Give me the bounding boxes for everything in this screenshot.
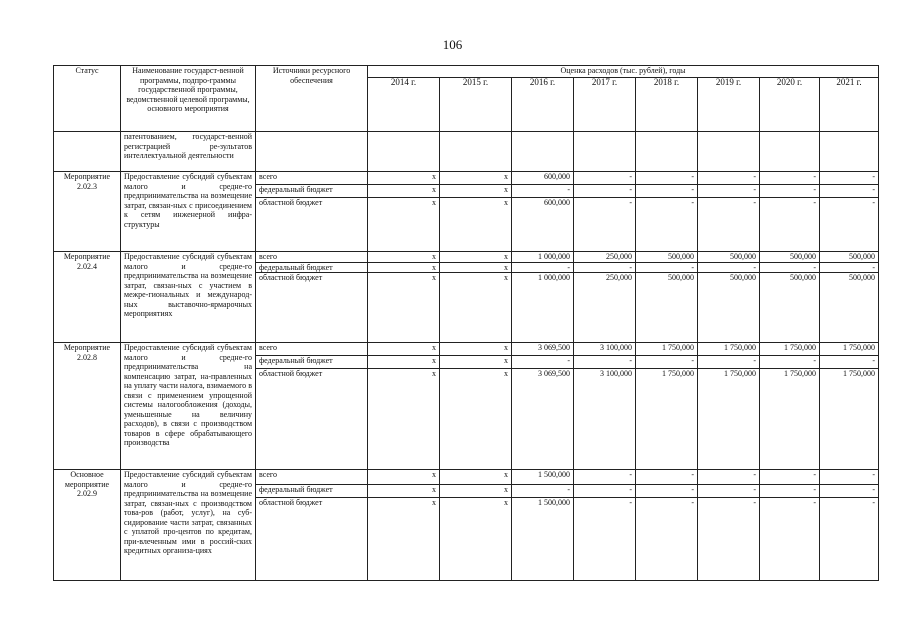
value-cell: 500,000	[698, 273, 760, 343]
value-cell: 500,000	[636, 252, 698, 263]
value-cell: -	[512, 356, 574, 369]
value-cell: 1 750,000	[636, 343, 698, 356]
header-year: 2019 г.	[698, 78, 760, 132]
funding-source-cell: всего	[256, 252, 368, 263]
table-row	[54, 343, 879, 356]
value-cell: -	[820, 470, 879, 485]
value-cell: -	[636, 185, 698, 198]
value-cell: x	[368, 369, 440, 470]
funding-source-cell: всего	[256, 343, 368, 356]
status-cell: Мероприятие 2.02.4	[54, 252, 121, 343]
value-cell: 500,000	[820, 273, 879, 343]
value-cell: x	[440, 252, 512, 263]
value-cell: x	[440, 369, 512, 470]
value-cell: -	[698, 172, 760, 185]
header-year: 2020 г.	[760, 78, 820, 132]
value-cell: -	[636, 498, 698, 581]
page-number: 106	[442, 37, 463, 52]
measure-name-cell: Предоставление субсидий субъектам малого и средне-го предпринимательства на возмещение затрат, связан-ных с присоединением к сетям инженерной инфра-структуры	[121, 172, 256, 252]
value-cell: -	[574, 185, 636, 198]
value-cell: 600,000	[512, 172, 574, 185]
table-row	[54, 252, 879, 263]
value-cell: -	[820, 356, 879, 369]
value-cell: -	[820, 485, 879, 498]
value-cell: -	[760, 172, 820, 185]
value-cell: x	[368, 198, 440, 252]
value-cell: x	[440, 262, 512, 273]
value-cell: 1 750,000	[636, 369, 698, 470]
value-cell: x	[368, 185, 440, 198]
value-cell: -	[698, 356, 760, 369]
value-cell: -	[698, 198, 760, 252]
funding-source-cell: федеральный бюджет	[256, 185, 368, 198]
header-year: 2015 г.	[440, 78, 512, 132]
continuation-text: патентованием, государст-венной регистрацией ре-зультатов интеллектуальной деятельности	[121, 132, 256, 172]
value-cell: x	[368, 485, 440, 498]
value-cell: x	[368, 252, 440, 263]
header-year: 2017 г.	[574, 78, 636, 132]
value-cell: 3 100,000	[574, 343, 636, 356]
funding-source-cell: всего	[256, 172, 368, 185]
table-row	[54, 172, 879, 185]
value-cell: 1 750,000	[760, 343, 820, 356]
value-cell: 500,000	[636, 273, 698, 343]
value-cell: 250,000	[574, 252, 636, 263]
value-cell: -	[760, 262, 820, 273]
value-cell: 1 000,000	[512, 252, 574, 263]
header-status: Статус	[54, 66, 121, 132]
value-cell: x	[440, 172, 512, 185]
header-year: 2016 г.	[512, 78, 574, 132]
value-cell: x	[368, 262, 440, 273]
value-cell: -	[820, 198, 879, 252]
status-cell: Мероприятие 2.02.8	[54, 343, 121, 470]
value-cell: -	[698, 498, 760, 581]
value-cell: 1 750,000	[698, 369, 760, 470]
value-cell: -	[574, 485, 636, 498]
value-cell: 500,000	[698, 252, 760, 263]
value-cell: -	[574, 198, 636, 252]
value-cell: x	[440, 198, 512, 252]
funding-source-cell: областной бюджет	[256, 198, 368, 252]
value-cell: -	[636, 470, 698, 485]
value-cell: x	[368, 172, 440, 185]
value-cell: -	[760, 485, 820, 498]
header-year: 2014 г.	[368, 78, 440, 132]
value-cell: 3 069,500	[512, 369, 574, 470]
measure-name-cell: Предоставление субсидий субъектам малого и средне-го предпринимательства на компенсацию затрат, на-правленных на уплату части налога, взимаемого в связи с применением упрощенной системы налогообложения (доходы, уменьшенные на величину расходов), в связи с производством товаров в сфере обрабатывающего производства	[121, 343, 256, 470]
value-cell: x	[368, 343, 440, 356]
measure-name-cell: Предоставление субсидий субъектам малого и средне-го предпринимательства на возмещение затрат, связан-ных с производством това-ров (работ, услуг), на суб-сидирование части затрат, связанных с уплатой про-центов по кредитам, при-влеченным ими в россий-ских кредитных организа-циях	[121, 470, 256, 581]
value-cell: x	[368, 273, 440, 343]
value-cell: 3 100,000	[574, 369, 636, 470]
value-cell: -	[636, 198, 698, 252]
value-cell: 3 069,500	[512, 343, 574, 356]
value-cell: 250,000	[574, 273, 636, 343]
header-estimate: Оценка расходов (тыс. рублей), годы	[368, 66, 879, 78]
value-cell: 500,000	[760, 252, 820, 263]
value-cell: x	[440, 498, 512, 581]
value-cell: x	[440, 343, 512, 356]
funding-source-cell: федеральный бюджет	[256, 356, 368, 369]
value-cell: -	[512, 262, 574, 273]
header-name: Наименование государст-венной программы, подпро-граммы государственной программы, ведомственной целевой программы, основного мероприятия	[121, 66, 256, 132]
value-cell: 1 750,000	[760, 369, 820, 470]
value-cell: -	[820, 185, 879, 198]
value-cell: -	[636, 485, 698, 498]
value-cell: -	[636, 172, 698, 185]
value-cell: -	[760, 356, 820, 369]
value-cell: -	[760, 470, 820, 485]
funding-source-cell: федеральный бюджет	[256, 262, 368, 273]
value-cell: -	[760, 498, 820, 581]
value-cell: 500,000	[820, 252, 879, 263]
value-cell: -	[698, 470, 760, 485]
value-cell: 500,000	[760, 273, 820, 343]
value-cell: 1 750,000	[820, 343, 879, 356]
value-cell: -	[574, 356, 636, 369]
value-cell: x	[440, 185, 512, 198]
value-cell: 600,000	[512, 198, 574, 252]
value-cell: x	[440, 273, 512, 343]
value-cell: x	[368, 470, 440, 485]
value-cell: -	[636, 262, 698, 273]
value-cell: 1 500,000	[512, 470, 574, 485]
value-cell: -	[574, 498, 636, 581]
value-cell: x	[368, 356, 440, 369]
value-cell: 1 750,000	[820, 369, 879, 470]
status-cell: Мероприятие 2.02.3	[54, 172, 121, 252]
expense-table	[53, 65, 879, 581]
value-cell: x	[440, 485, 512, 498]
value-cell: -	[512, 185, 574, 198]
value-cell: -	[820, 262, 879, 273]
value-cell: -	[574, 470, 636, 485]
funding-source-cell: федеральный бюджет	[256, 485, 368, 498]
table-row	[54, 470, 879, 485]
funding-source-cell: областной бюджет	[256, 369, 368, 470]
funding-source-cell: областной бюджет	[256, 498, 368, 581]
value-cell: -	[698, 485, 760, 498]
value-cell: -	[512, 485, 574, 498]
value-cell: -	[698, 262, 760, 273]
header-source: Источники ресурсного обеспечения	[256, 66, 368, 132]
value-cell: -	[820, 498, 879, 581]
value-cell: -	[820, 172, 879, 185]
value-cell: 1 000,000	[512, 273, 574, 343]
value-cell: 1 750,000	[698, 343, 760, 356]
measure-name-cell: Предоставление субсидий субъектам малого и средне-го предпринимательства на возмещение затрат, связан-ных с участием в межре-гиональных и международ-ных выставочно-ярмарочных мероприятиях	[121, 252, 256, 343]
value-cell: -	[698, 185, 760, 198]
value-cell: x	[440, 470, 512, 485]
value-cell: x	[368, 498, 440, 581]
value-cell: -	[574, 172, 636, 185]
value-cell: -	[760, 198, 820, 252]
funding-source-cell: областной бюджет	[256, 273, 368, 343]
status-cell: Основное мероприятие 2.02.9	[54, 470, 121, 581]
continuation-row	[54, 132, 879, 172]
value-cell: -	[636, 356, 698, 369]
header-year: 2018 г.	[636, 78, 698, 132]
value-cell: -	[760, 185, 820, 198]
funding-source-cell: всего	[256, 470, 368, 485]
value-cell: x	[440, 356, 512, 369]
value-cell: -	[574, 262, 636, 273]
value-cell: 1 500,000	[512, 498, 574, 581]
header-year: 2021 г.	[820, 78, 879, 132]
